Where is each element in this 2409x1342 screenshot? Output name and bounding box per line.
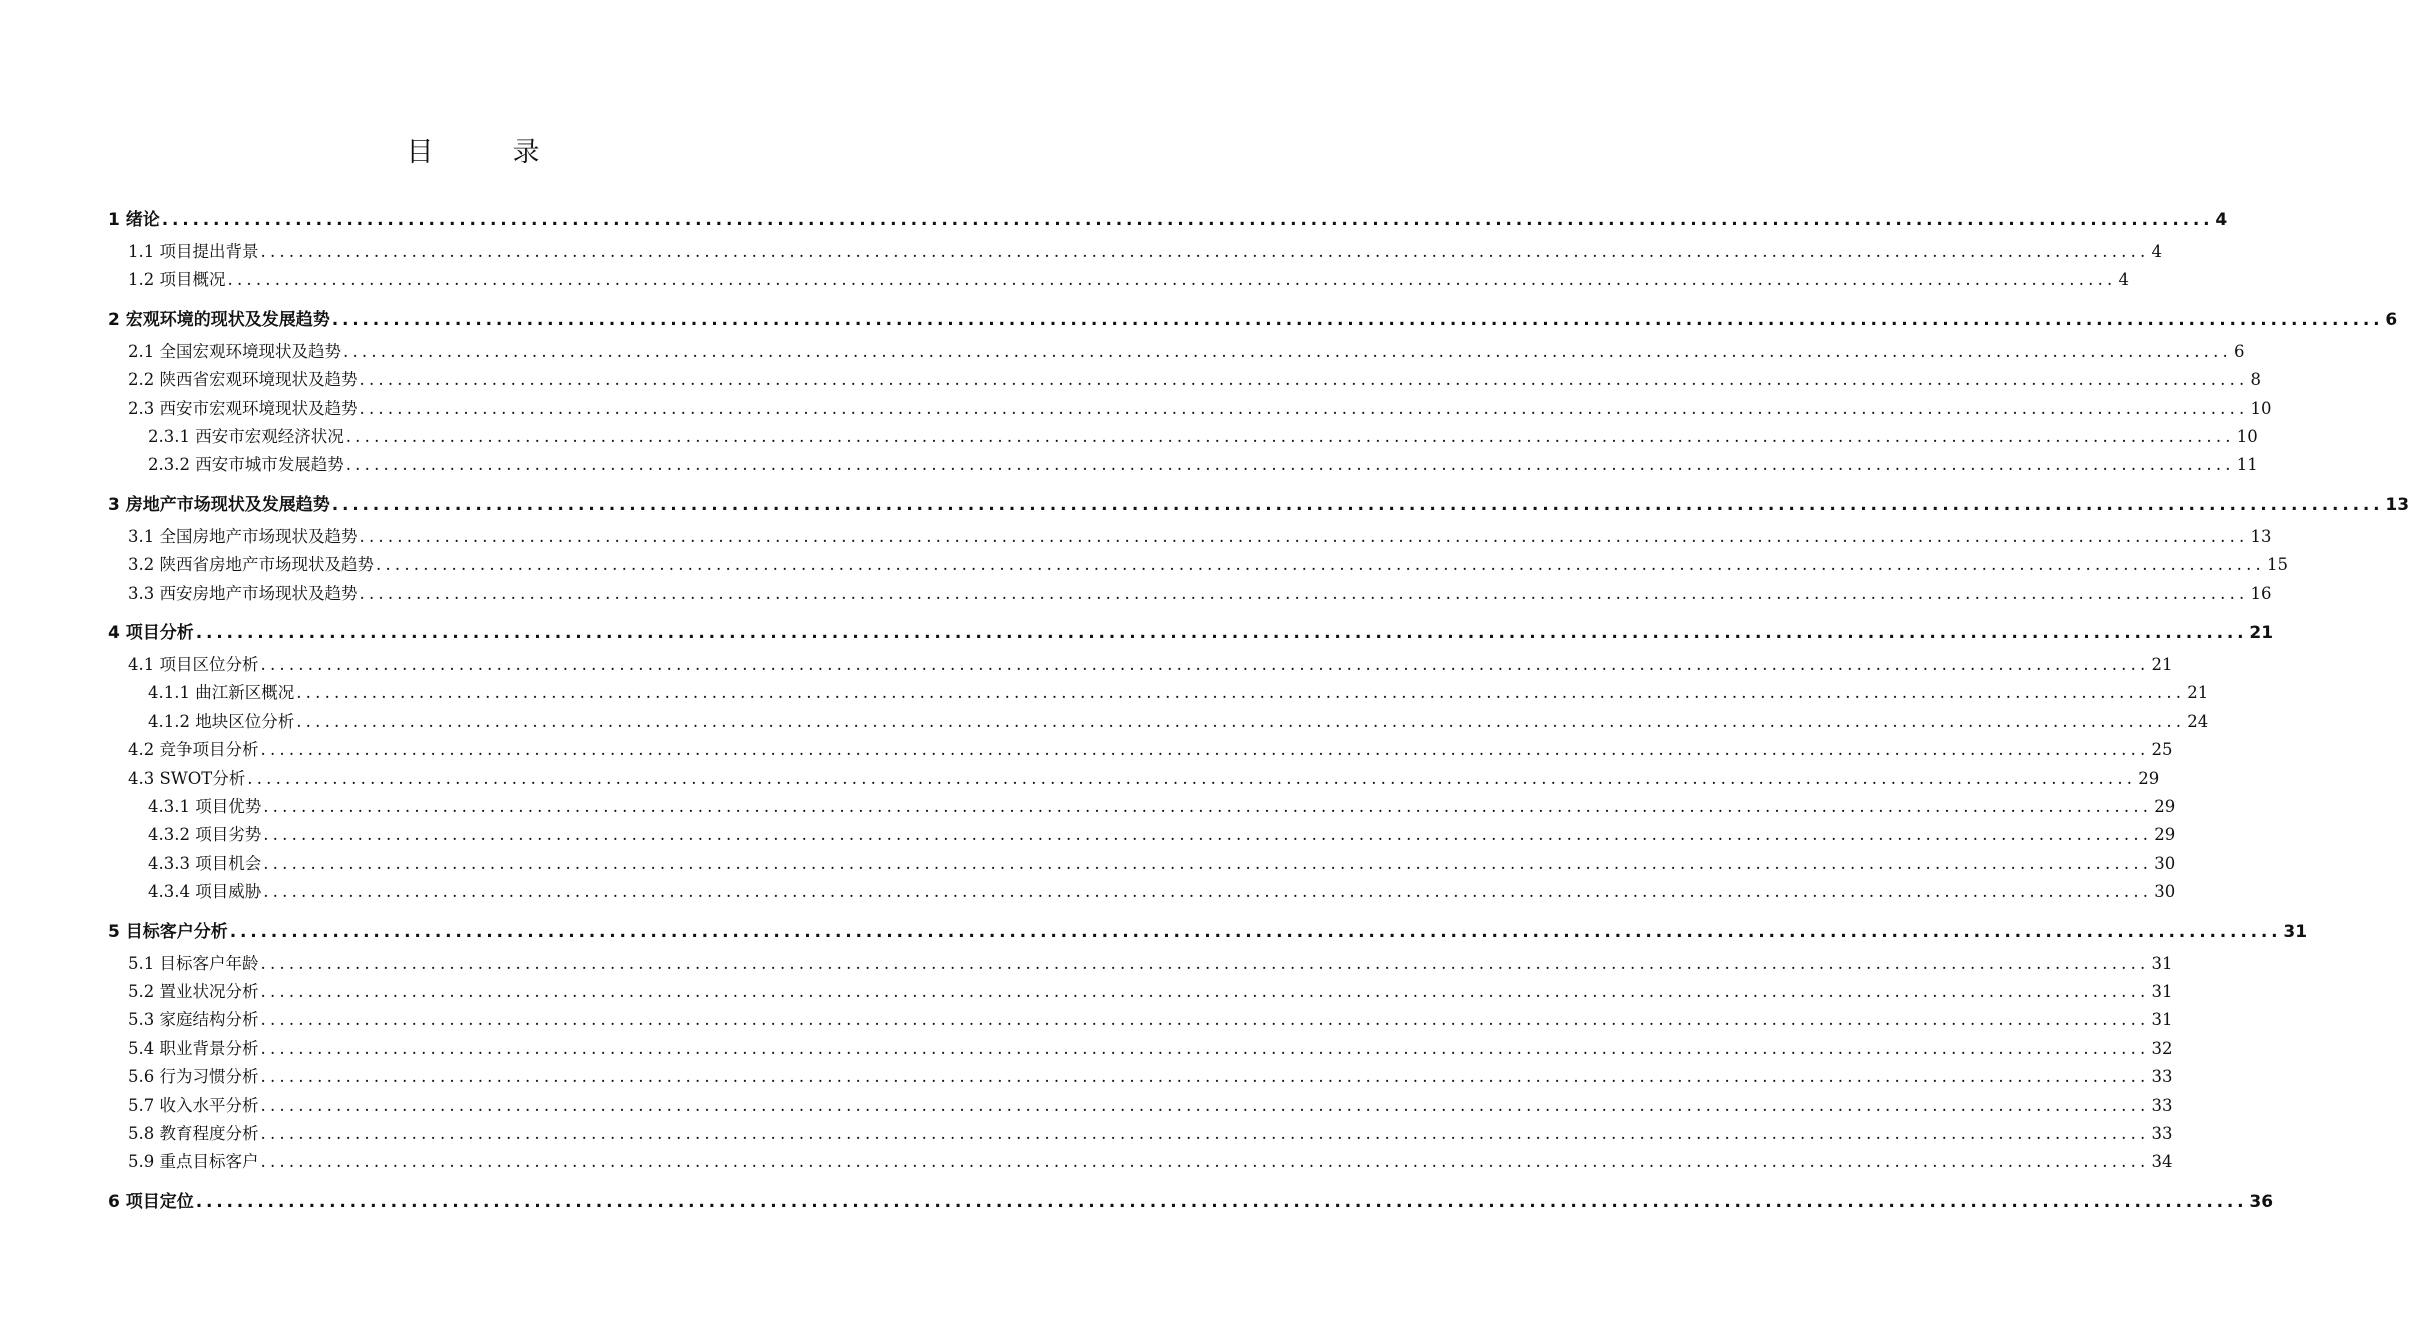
- toc-entry-label: 2.3 西安市宏观环境现状及趋势: [128, 398, 358, 418]
- toc-entry-page-number: 32: [2151, 1038, 2173, 1058]
- toc-entry-page-number: 30: [2154, 853, 2176, 873]
- toc-entry-label: 5.8 教育程度分析: [128, 1124, 259, 1143]
- toc-entry-label: 5.9 重点目标客户: [128, 1152, 259, 1172]
- toc-entry[interactable]: [128, 1120, 2173, 1144]
- toc-dot-leader: ........................................................................................................................................................................................................: [296, 711, 2186, 731]
- toc-entry-page-number: 6: [2385, 309, 2398, 330]
- toc-entry-page-number: 13: [2385, 494, 2409, 515]
- toc-entry-page-number: 21: [2249, 623, 2274, 643]
- toc-entry-label: 4.3.4 项目威胁: [148, 882, 262, 902]
- toc-entry-label: 1 绪论: [108, 210, 160, 230]
- toc-entry-page-number: 29: [2154, 825, 2176, 845]
- toc-entry-page-number: 31: [2151, 1010, 2173, 1030]
- toc-entry-label: 4.1.1 曲江新区概况: [148, 683, 295, 703]
- toc-entry-label: 4.3.1 项目优势: [148, 797, 262, 816]
- toc-entry[interactable]: [128, 580, 2272, 604]
- toc-entry-label: 1.1 项目提出背景: [128, 242, 259, 261]
- toc-dot-leader: ........................................................................................................................................................................................................: [359, 583, 2249, 603]
- toc-dot-leader: ........................................................................................................................................................................................................: [161, 210, 2214, 230]
- toc-entry[interactable]: [128, 1148, 2173, 1172]
- toc-entry[interactable]: [148, 423, 2258, 447]
- toc-entry-label: 3.1 全国房地产市场现状及趋势: [128, 526, 358, 546]
- toc-dot-leader: ........................................................................................................................................................................................................: [260, 1152, 2150, 1172]
- toc-entry-page-number: 16: [2250, 583, 2272, 603]
- toc-entry-page-number: 13: [2250, 526, 2272, 546]
- toc-entry-label: 2 宏观环境的现状及发展趋势: [108, 309, 330, 330]
- toc-entry-label: 2.3.2 西安市城市发展趋势: [148, 455, 344, 475]
- toc-dot-leader: ........................................................................................................................................................................................................: [263, 797, 2153, 816]
- toc-title: 目 录: [406, 137, 566, 168]
- toc-dot-leader: ........................................................................................................................................................................................................: [343, 341, 2232, 361]
- toc-entry[interactable]: [128, 765, 2160, 789]
- toc-entry-page-number: 29: [2154, 797, 2176, 816]
- toc-entry[interactable]: [108, 917, 2308, 942]
- toc-dot-leader: ........................................................................................................................................................................................................: [229, 921, 2282, 942]
- toc-entry[interactable]: [108, 1187, 2274, 1212]
- toc-entry-label: 4.3 SWOT分析: [128, 768, 246, 788]
- toc-entry[interactable]: [128, 1006, 2173, 1030]
- toc-entry[interactable]: [128, 950, 2173, 974]
- toc-dot-leader: ........................................................................................................................................................................................................: [359, 398, 2249, 418]
- toc-entry-label: 4.2 竞争项目分析: [128, 740, 259, 760]
- toc-entry[interactable]: [148, 850, 2176, 874]
- toc-entry-label: 3 房地产市场现状及发展趋势: [108, 494, 330, 515]
- toc-dot-leader: ........................................................................................................................................................................................................: [260, 1095, 2150, 1115]
- toc-entry-label: 6 项目定位: [108, 1191, 194, 1212]
- toc-entry-page-number: 4: [2215, 210, 2228, 230]
- toc-dot-leader: ........................................................................................................................................................................................................: [263, 853, 2153, 873]
- toc-dot-leader: ........................................................................................................................................................................................................: [296, 683, 2186, 703]
- toc-entry[interactable]: [128, 1035, 2173, 1059]
- toc-entry-label: 2.1 全国宏观环境现状及趋势: [128, 341, 341, 361]
- toc-entry-label: 4.1.2 地块区位分析: [148, 711, 295, 731]
- toc-dot-leader: ........................................................................................................................................................................................................: [359, 526, 2249, 546]
- toc-entry-label: 4 项目分析: [108, 623, 194, 643]
- toc-entry-label: 5.6 行为习惯分析: [128, 1067, 259, 1087]
- toc-dot-leader: ........................................................................................................................................................................................................: [195, 623, 2248, 643]
- toc-entry-label: 5.4 职业背景分析: [128, 1038, 259, 1058]
- toc-dot-leader: ........................................................................................................................................................................................................: [195, 1191, 2248, 1212]
- toc-entry[interactable]: [128, 651, 2173, 675]
- toc-entry-page-number: 31: [2151, 953, 2173, 973]
- toc-entry-label: 3.2 陕西省房地产市场现状及趋势: [128, 555, 374, 575]
- toc-dot-leader: ........................................................................................................................................................................................................: [331, 494, 2384, 515]
- toc-entry[interactable]: [128, 366, 2261, 390]
- toc-entry-label: 4.3.2 项目劣势: [148, 825, 262, 845]
- toc-entry-label: 5.3 家庭结构分析: [128, 1010, 259, 1030]
- toc-entry-page-number: 33: [2151, 1124, 2173, 1143]
- toc-dot-leader: ........................................................................................................................................................................................................: [263, 825, 2153, 845]
- toc-entry[interactable]: [128, 523, 2272, 547]
- toc-dot-leader: ........................................................................................................................................................................................................: [260, 982, 2150, 1001]
- toc-entry-page-number: 21: [2151, 655, 2173, 674]
- toc-entry-page-number: 33: [2151, 1095, 2173, 1115]
- toc-entry-label: 5.2 置业状况分析: [128, 982, 259, 1001]
- toc-entry[interactable]: [128, 238, 2162, 262]
- toc-entry-page-number: 8: [2250, 370, 2261, 390]
- toc-entry-page-number: 4: [2151, 242, 2162, 261]
- toc-entry[interactable]: [148, 878, 2176, 902]
- toc-dot-leader: ........................................................................................................................................................................................................: [260, 740, 2150, 760]
- toc-entry-label: 5.7 收入水平分析: [128, 1095, 259, 1115]
- toc-dot-leader: ........................................................................................................................................................................................................: [260, 1038, 2150, 1058]
- toc-dot-leader: ........................................................................................................................................................................................................: [260, 1010, 2150, 1030]
- toc-entry[interactable]: [128, 551, 2288, 575]
- toc-entry[interactable]: [148, 708, 2209, 732]
- toc-entry[interactable]: [108, 305, 2398, 330]
- toc-entry-label: 1.2 项目概况: [128, 270, 226, 290]
- toc-entry-page-number: 33: [2151, 1067, 2173, 1087]
- toc-entry-page-number: 21: [2187, 683, 2209, 703]
- toc-entry[interactable]: [128, 338, 2245, 362]
- toc-entry-page-number: 25: [2151, 740, 2173, 760]
- toc-entry-page-number: 34: [2151, 1152, 2173, 1172]
- toc-dot-leader: ........................................................................................................................................................................................................: [263, 882, 2153, 902]
- toc-entry[interactable]: [128, 395, 2272, 419]
- toc-dot-leader: ........................................................................................................................................................................................................: [247, 768, 2137, 788]
- toc-entry[interactable]: [128, 978, 2173, 1002]
- toc-entry[interactable]: [128, 736, 2173, 760]
- toc-entry-page-number: 24: [2187, 711, 2209, 731]
- toc-entry[interactable]: [148, 679, 2209, 703]
- toc-entry[interactable]: [148, 451, 2258, 475]
- toc-entry-page-number: 10: [2250, 398, 2272, 418]
- toc-entry[interactable]: [108, 618, 2274, 643]
- toc-entry-page-number: 4: [2118, 270, 2129, 290]
- toc-dot-leader: ........................................................................................................................................................................................................: [345, 455, 2235, 475]
- toc-entry[interactable]: [108, 490, 2409, 515]
- toc-entry[interactable]: [128, 266, 2129, 290]
- toc-entry-page-number: 31: [2283, 921, 2308, 942]
- toc-entry[interactable]: [128, 1092, 2173, 1116]
- toc-dot-leader: ........................................................................................................................................................................................................: [260, 655, 2150, 674]
- toc-entry-label: 2.2 陕西省宏观环境现状及趋势: [128, 370, 358, 390]
- toc-entry-label: 5 目标客户分析: [108, 921, 228, 942]
- toc-entry-label: 2.3.1 西安市宏观经济状况: [148, 427, 344, 446]
- toc-dot-leader: ........................................................................................................................................................................................................: [260, 953, 2150, 973]
- toc-entry[interactable]: [148, 793, 2176, 817]
- toc-dot-leader: ........................................................................................................................................................................................................: [260, 242, 2150, 261]
- toc-entry-page-number: 30: [2154, 882, 2176, 902]
- toc-entry-page-number: 11: [2236, 455, 2258, 475]
- toc-dot-leader: ........................................................................................................................................................................................................: [359, 370, 2249, 390]
- toc-entry-page-number: 29: [2138, 768, 2160, 788]
- toc-dot-leader: ........................................................................................................................................................................................................: [376, 555, 2265, 575]
- toc-entry[interactable]: [128, 1063, 2173, 1087]
- toc-dot-leader: ........................................................................................................................................................................................................: [331, 309, 2384, 330]
- toc-entry-page-number: 31: [2151, 982, 2173, 1001]
- toc-dot-leader: ........................................................................................................................................................................................................: [345, 427, 2235, 446]
- toc-entry-page-number: 6: [2233, 341, 2245, 361]
- toc-dot-leader: ........................................................................................................................................................................................................: [227, 270, 2117, 290]
- toc-entry-label: 3.3 西安房地产市场现状及趋势: [128, 583, 358, 603]
- toc-entry[interactable]: [148, 821, 2176, 845]
- toc-entry-page-number: 15: [2266, 555, 2288, 575]
- toc-entry-label: 5.1 目标客户年龄: [128, 953, 259, 973]
- toc-dot-leader: ........................................................................................................................................................................................................: [260, 1124, 2150, 1143]
- toc-entry-page-number: 10: [2236, 427, 2258, 446]
- toc-entry[interactable]: [108, 205, 2228, 230]
- toc-dot-leader: ........................................................................................................................................................................................................: [260, 1067, 2150, 1087]
- toc-entry-page-number: 36: [2249, 1191, 2274, 1212]
- toc-entry-label: 4.3.3 项目机会: [148, 853, 262, 873]
- toc-entry-label: 4.1 项目区位分析: [128, 655, 259, 674]
